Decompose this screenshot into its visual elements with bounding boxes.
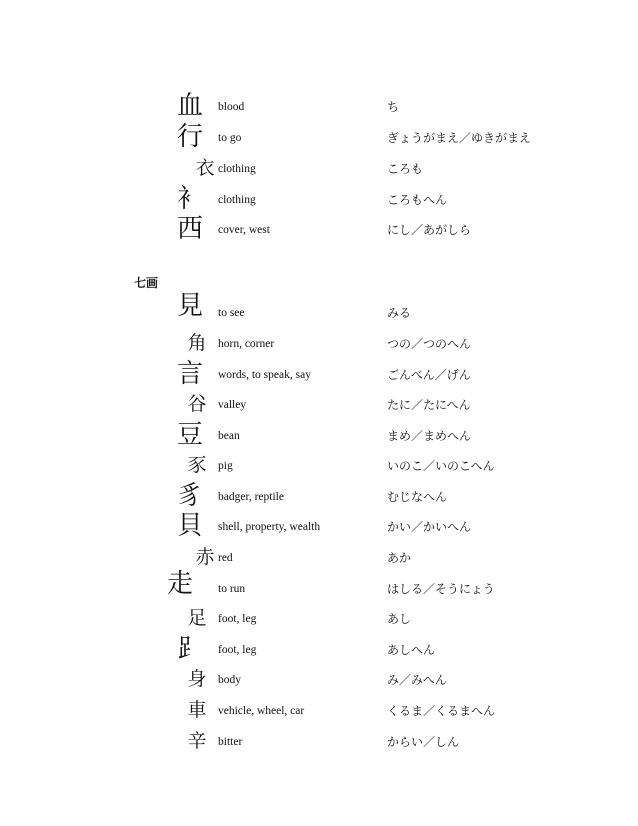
radical-row [0,159,638,189]
radical-glyph: 衣 [195,157,215,179]
radical-meaning: valley [218,399,247,411]
radical-reading: ぎょうがまえ／ゆきがまえ [387,131,532,145]
radical-reading: たに／たにへん [387,398,471,412]
radical-reading: いのこ／いのこへん [387,459,495,473]
radical-meaning: bitter [218,736,243,748]
radical-meaning: blood [218,101,245,113]
radical-glyph: 豆 [176,420,203,450]
radical-reading: はしる／そうにょう [387,582,495,596]
section-heading-seven-strokes: 七画 [134,276,159,290]
radical-meaning: pig [218,460,233,472]
radical-glyph: 車 [187,699,207,721]
radical-meaning: red [218,552,233,564]
radical-reading: まめ／まめへん [387,429,472,443]
radical-meaning: cover, west [218,224,270,236]
radical-row [0,122,638,158]
radical-glyph: 角 [187,332,207,354]
radical-meaning: foot, leg [218,613,257,625]
radical-glyph: ⻊ [176,634,203,664]
radical-row [0,420,638,456]
radical-meaning: clothing [218,163,256,175]
radical-glyph: 衤 [176,184,203,214]
radical-glyph: 豸 [176,481,203,511]
radical-meaning: badger, reptile [218,491,284,503]
radical-reading: ち [387,100,400,114]
radical-row [0,359,638,395]
radical-meaning: bean [218,430,240,442]
radical-glyph: 貝 [176,511,203,541]
radical-reading: あか [387,551,412,565]
radical-row [0,569,638,609]
radical-row [0,670,638,700]
radical-row [0,634,638,670]
radical-row [0,481,638,517]
radical-glyph: 見 [176,291,203,321]
radical-row [0,548,638,578]
radical-row [0,456,638,486]
radical-row [0,334,638,364]
radical-reading: み／みへん [387,673,447,687]
radical-glyph: 豕 [187,454,207,476]
radical-meaning: words, to speak, say [218,369,311,381]
radical-glyph: 足 [187,607,207,629]
radical-row [0,395,638,425]
radical-glyph: 走 [166,569,193,599]
radical-reading: かい／かいへん [387,520,472,534]
radical-reading: ころもへん [387,193,448,207]
radical-meaning: horn, corner [218,338,275,350]
radical-glyph: 西 [176,214,203,244]
radical-meaning: shell, property, wealth [218,521,321,533]
radical-glyph: 言 [176,359,203,389]
radical-row [0,701,638,731]
radical-reading: ころも [387,162,424,176]
radical-reading: からい／しん [387,735,460,749]
radical-reading: ごんべん／げん [387,368,471,382]
radical-row [0,214,638,250]
radical-meaning: to go [218,132,242,144]
radical-meaning: to see [218,307,245,319]
radical-meaning: body [218,674,241,686]
radical-row [0,511,638,547]
radical-meaning: clothing [218,194,256,206]
radical-glyph: 血 [176,91,203,121]
radical-glyph: 赤 [195,546,215,568]
radical-meaning: to run [218,583,246,595]
radical-reading: にし／あがしら [387,223,472,237]
radical-glyph: 身 [187,668,207,690]
radical-meaning: vehicle, wheel, car [218,705,305,717]
radical-glyph: 谷 [187,393,207,415]
radical-glyph: 行 [176,122,203,152]
radical-row [0,184,638,220]
radical-reading: くるま／くるまへん [387,704,496,718]
radical-glyph: 辛 [187,730,207,752]
radical-reading: むじなへん [387,490,448,504]
radical-reading: みる [387,306,412,320]
radical-reading: つの／つのへん [387,337,472,351]
radical-row [0,609,638,639]
radical-reading: あしへん [387,643,436,657]
radical-meaning: foot, leg [218,644,257,656]
radical-reading: あし [387,612,412,626]
radical-row [0,91,638,127]
radical-row [0,291,638,333]
radical-row [0,732,638,762]
